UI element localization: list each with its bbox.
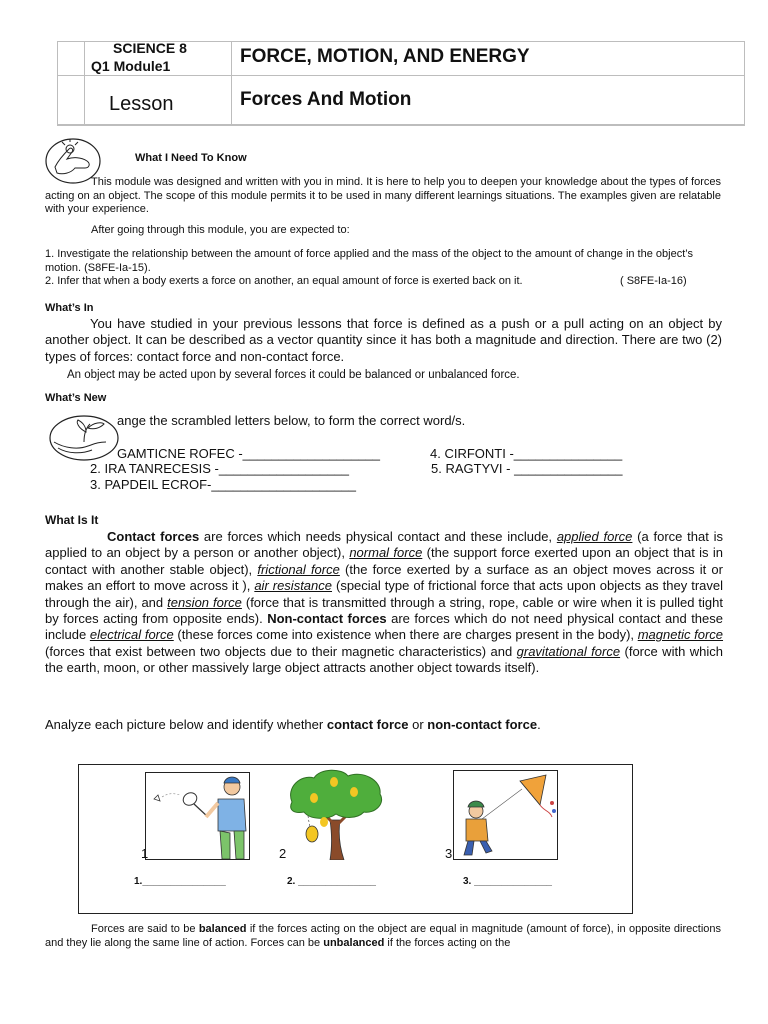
term-normal-force: normal force xyxy=(349,545,423,561)
objective-2: 2. Infer that when a body exerts a force on another, an equal amount of force is exerted back on it. xyxy=(45,275,523,287)
scramble-item-2: 2. IRA TANRECESIS -__________________ xyxy=(90,461,349,476)
unit-title: FORCE, MOTION, AND ENERGY xyxy=(240,46,530,67)
badminton-player-image xyxy=(145,772,250,860)
scramble-item-3: 3. PAPDEIL ECROF-____________________ xyxy=(90,477,356,492)
term-magnetic-force: magnetic force xyxy=(637,627,724,643)
whats-new-instruction: ange the scrambled letters below, to form the correct word/s. xyxy=(117,413,466,428)
whats-in-heading: What’s In xyxy=(45,302,94,314)
picture-number-2: 2 xyxy=(279,846,287,861)
answer-blank-2[interactable]: 2. ______________ xyxy=(287,876,376,887)
term-unbalanced: unbalanced xyxy=(323,936,385,949)
term-electrical-force: electrical force xyxy=(89,627,174,643)
what-is-it-heading: What Is It xyxy=(45,513,99,527)
answer-blank-1[interactable]: 1._______________ xyxy=(134,876,226,887)
term-frictional-force: frictional force xyxy=(257,561,340,577)
whats-in-note: An object may be acted upon by several forces it could be balanced or unbalanced force. xyxy=(67,369,520,381)
scramble-item-1: GAMTICNE ROFEC -___________________ xyxy=(117,446,381,461)
lesson-label: Lesson xyxy=(109,93,174,115)
lesson-title: Forces And Motion xyxy=(240,89,412,110)
term-non-contact-forces: Non-contact forces xyxy=(267,611,387,627)
need-to-know-heading: What I Need To Know xyxy=(135,152,247,164)
whats-in-paragraph: You have studied in your previous lessons that force is defined as a push or a pull acting on an object by another object. It can be described as a vector quantity since it has both a magnitude and direction. There are two (2) types of forces: contact force and non-contact force. xyxy=(45,316,722,364)
picture-number-3: 3 xyxy=(445,846,453,861)
term-tension-force: tension force xyxy=(167,594,242,610)
term-contact-forces: Contact forces xyxy=(107,529,200,544)
module-label: Q1 Module1 xyxy=(91,58,171,74)
term-gravitational-force: gravitational force xyxy=(516,643,621,659)
term-air-resistance: air resistance xyxy=(254,578,333,594)
scramble-item-5: 5. RAGTYVI - _______________ xyxy=(431,461,623,476)
analyze-instruction: Analyze each picture below and identify whether contact force or non-contact force. xyxy=(45,717,541,732)
whats-new-heading: What’s New xyxy=(45,392,107,404)
mango-tree-image xyxy=(286,768,386,865)
objective-1: 1. Investigate the relationship between the amount of force applied and the mass of the object to the amount of change in the object’s motion. (S8FE-Ia-15). xyxy=(45,248,694,274)
kite-boy-image xyxy=(453,770,558,860)
balanced-forces-paragraph: Forces are said to be balanced if the forces acting on the object are equal in magnitude (amount of force), in opposite directions and they lie along the same line of action. Forces can be unbalanced if the forces acting on the xyxy=(45,923,721,949)
term-balanced: balanced xyxy=(198,923,247,935)
answer-blank-3[interactable]: 3. ______________ xyxy=(463,876,552,887)
objectives-lead: After going through this module, you are expected to: xyxy=(91,224,350,236)
subject-label: SCIENCE 8 xyxy=(113,40,187,56)
term-applied-force: applied force xyxy=(556,529,633,544)
scramble-item-4: 4. CIRFONTI -_______________ xyxy=(430,446,623,461)
what-is-it-paragraph: Contact forces are forces which needs physical contact and these include, applied force (a force that is applied to an object by a person or another object), normal force (the support force exerted upon an object that is in contact with another stable object), frictional force (the force exerted by a surface as an object moves across it or makes an effort to move across it ), air resistance (special type of frictional force that acts upon objects as they travel through the air), and tension force (force that is transmitted through a string, rope, cable or wire when it is pulled tight by forces acting from opposite ends). Non-contact forces are forces which do not need physical contact and these include electrical force (these forces come into existence when there are charges present in the body), magnetic force (forces that exist between two objects due to their magnetic characteristics) and gravitational force (force with which the earth, moon, or other massively large object attracts another object towards itself). xyxy=(45,529,724,676)
objective-2-code: ( S8FE-Ia-16) xyxy=(620,275,687,287)
need-to-know-intro: This module was designed and written with you in mind. It is here to help you to deepen your knowledge about the types of forces acting on an object. The scope of this module permits it to be used in many different learnings situations. The examples given are relatable with your experience. xyxy=(45,176,721,215)
picture-number-1: 1 xyxy=(141,846,149,861)
